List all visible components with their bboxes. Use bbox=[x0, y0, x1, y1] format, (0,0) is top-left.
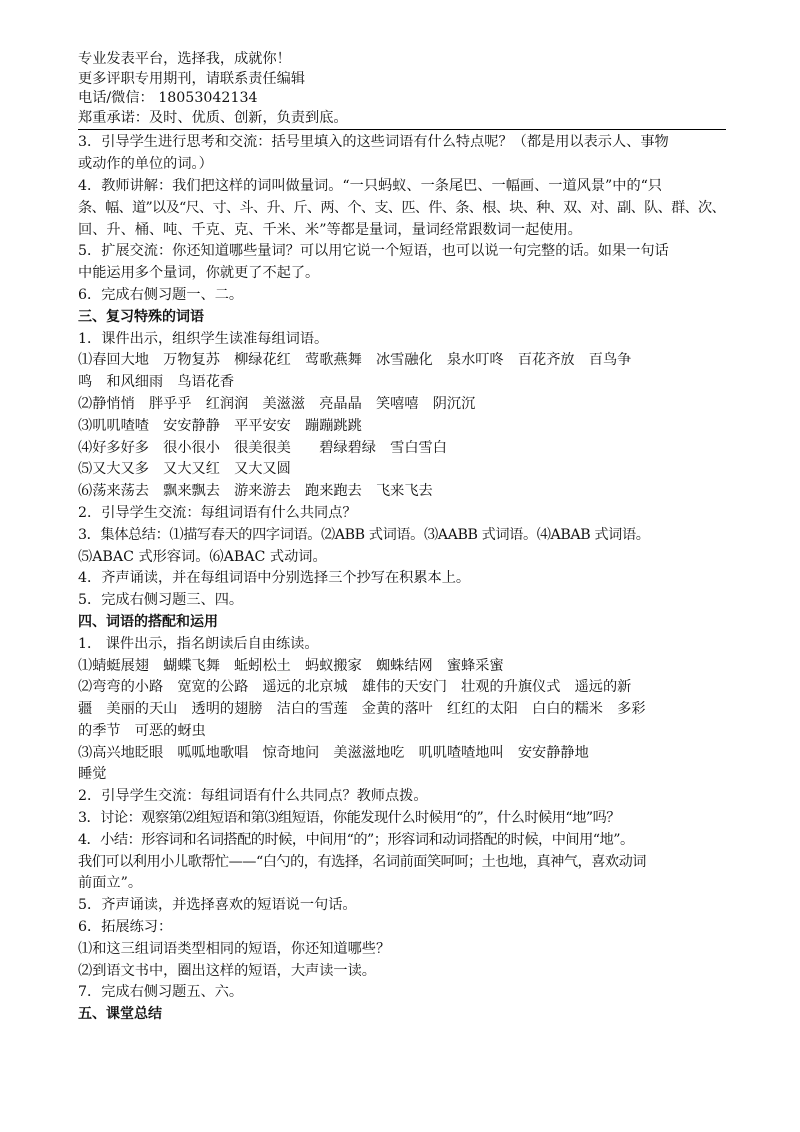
word-group: 疆 美丽的天山 透明的翅膀 洁白的雪莲 金黄的落叶 红红的太阳 白白的糯米 多彩 bbox=[78, 701, 646, 718]
paragraph: 中能运用多个量词，你就更了不起了。 bbox=[78, 265, 320, 282]
paragraph: 5．齐声诵读，并选择喜欢的短语说一句话。 bbox=[78, 897, 357, 914]
paragraph: 2．引导学生交流：每组词语有什么共同点？ bbox=[78, 504, 357, 521]
paragraph: 前面立”。 bbox=[78, 875, 143, 892]
promo-journals: 更多评职专用期刊，请联系责任编辑 bbox=[78, 70, 306, 87]
word-group: ⑵静悄悄 胖乎乎 红润润 美滋滋 亮晶晶 笑嘻嘻 阴沉沉 bbox=[78, 395, 476, 412]
word-group: ⑹荡来荡去 飘来飘去 游来游去 跑来跑去 飞来飞去 bbox=[78, 483, 433, 500]
paragraph: 4．小结：形容词和名词搭配的时候，中间用“的”；形容词和动词搭配的时候，中间用“地”。 bbox=[78, 831, 634, 848]
section-heading: 四、词语的搭配和运用 bbox=[78, 613, 218, 630]
paragraph: 条、幅、道”以及“尺、寸、斗、升、斤、两、个、支、匹、件、条、根、块、种、双、对、副、队、群、次、 bbox=[78, 199, 726, 216]
section-heading: 三、复习特殊的词语 bbox=[78, 308, 204, 325]
document-body bbox=[78, 132, 726, 1026]
section-heading: 五、课堂总结 bbox=[78, 1006, 162, 1023]
word-group: ⑷好多好多 很小很小 很美很美 碧绿碧绿 雪白雪白 bbox=[78, 439, 447, 456]
paragraph: ⑸ABAC 式形容词。⑹ABAC 式动词。 bbox=[78, 548, 327, 565]
header-divider bbox=[78, 129, 726, 130]
word-group: ⑴春回大地 万物复苏 柳绿花红 莺歌燕舞 冰雪融化 泉水叮咚 百花齐放 百鸟争 bbox=[78, 352, 632, 369]
paragraph: 4．齐声诵读，并在每组词语中分别选择三个抄写在积累本上。 bbox=[78, 570, 471, 587]
paragraph: 回、升、桶、吨、千克、克、千米、米”等都是量词，量词经常跟数词一起使用。 bbox=[78, 221, 582, 238]
paragraph: 5．完成右侧习题三、四。 bbox=[78, 592, 244, 609]
paragraph: 1． 课件出示，指名朗读后自由练读。 bbox=[78, 635, 319, 652]
word-group: ⑴蜻蜓展翅 蝴蝶飞舞 蚯蚓松土 蚂蚁搬家 蜘蛛结网 蜜蜂采蜜 bbox=[78, 657, 504, 674]
promo-header bbox=[78, 50, 726, 128]
word-group: 鸣 和风细雨 鸟语花香 bbox=[78, 374, 235, 391]
paragraph: 6．完成右侧习题一、二。 bbox=[78, 286, 244, 303]
paragraph: 1．课件出示，组织学生读准每组词语。 bbox=[78, 330, 329, 347]
paragraph: 6．拓展练习： bbox=[78, 919, 173, 936]
paragraph: ⑵到语文书中，圈出这样的短语，大声读一读。 bbox=[78, 962, 376, 979]
paragraph: 3．引导学生进行思考和交流：括号里填入的这些词语有什么特点呢？（都是用以表示人、事物 bbox=[78, 134, 669, 151]
promo-slogan: 专业发表平台，选择我，成就你！ bbox=[78, 51, 291, 67]
paragraph: ⑴和这三组词语类型相同的短语，你还知道哪些？ bbox=[78, 940, 391, 957]
paragraph: 我们可以利用小儿歌帮忙——“白勺的，有选择，名词前面笑呵呵；土也地，真神气，喜欢动词 bbox=[78, 853, 646, 870]
paragraph: 2．引导学生交流：每组词语有什么共同点？教师点拨。 bbox=[78, 788, 428, 805]
word-group: ⑵弯弯的小路 宽宽的公路 遥远的北京城 雄伟的天安门 壮观的升旗仪式 遥远的新 bbox=[78, 679, 632, 696]
promo-promise: 郑重承诺：及时、优质、创新，负责到底。 bbox=[78, 109, 348, 126]
paragraph: 或动作的单位的词。） bbox=[78, 156, 213, 173]
word-group: 的季节 可恶的蚜虫 bbox=[78, 722, 206, 739]
paragraph: 5．扩展交流：你还知道哪些量词？可以用它说一个短语，也可以说一句完整的话。如果一句话 bbox=[78, 243, 669, 260]
paragraph: 4．教师讲解：我们把这样的词叫做量词。“一只蚂蚁、一条尾巴、一幅画、一道风景”中的“只 bbox=[78, 177, 663, 194]
paragraph: 3．讨论：观察第⑵组短语和第⑶组短语，你能发现什么时候用“的”，什么时候用“地”吗？ bbox=[78, 810, 620, 827]
promo-contact: 电话/微信： 18053042134 bbox=[78, 90, 258, 107]
word-group: 睡觉 bbox=[78, 766, 107, 783]
word-group: ⑶高兴地眨眼 呱呱地歌唱 惊奇地问 美滋滋地吃 叽叽喳喳地叫 安安静静地 bbox=[78, 744, 589, 761]
word-group: ⑸又大又多 又大又红 又大又圆 bbox=[78, 461, 291, 478]
word-group: ⑶叽叽喳喳 安安静静 平平安安 蹦蹦跳跳 bbox=[78, 417, 362, 434]
paragraph: 3．集体总结：⑴描写春天的四字词语。⑵ABB 式词语。⑶AABB 式词语。⑷ABAB 式词语。 bbox=[78, 526, 650, 543]
document-page bbox=[78, 50, 726, 1026]
paragraph: 7．完成右侧习题五、六。 bbox=[78, 984, 244, 1001]
